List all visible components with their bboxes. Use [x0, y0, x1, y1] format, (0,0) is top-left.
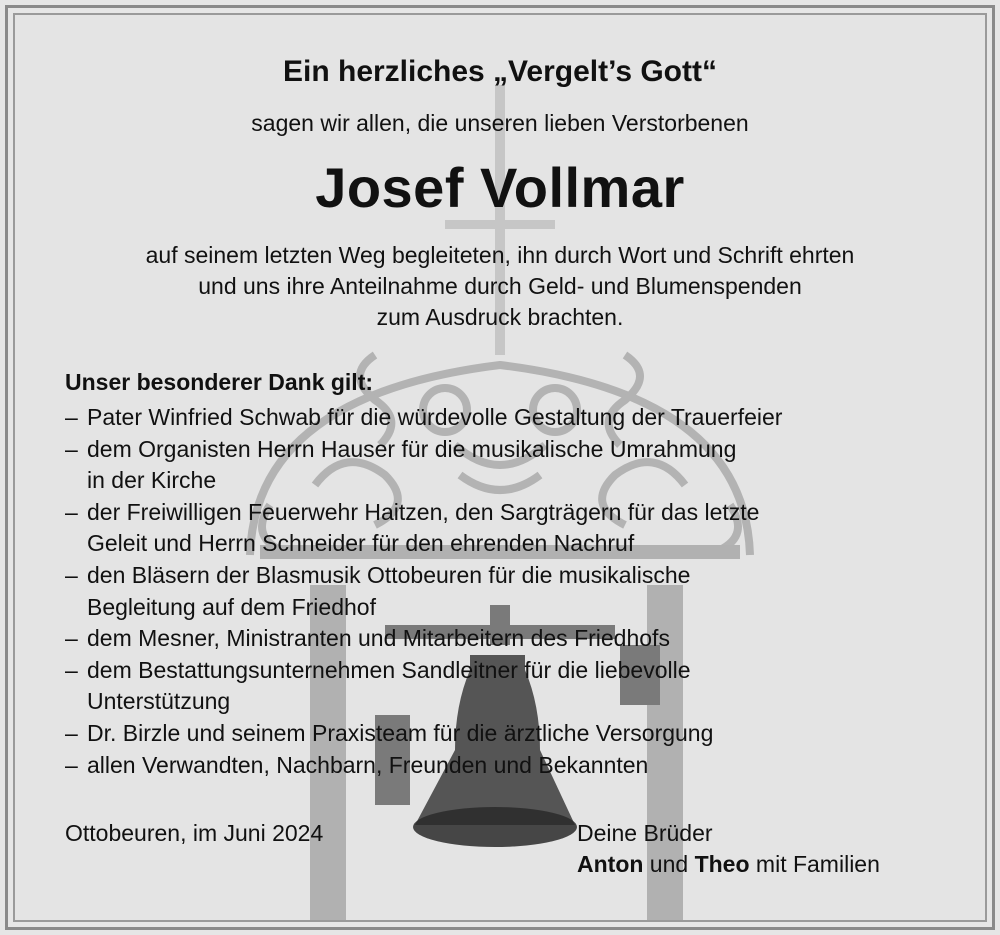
- list-dash: –: [65, 625, 78, 652]
- signer-name: Anton: [577, 851, 644, 877]
- thanks-title: Unser besonderer Dank gilt:: [65, 369, 374, 395]
- list-item-text: in der Kirche: [87, 467, 217, 494]
- list-dash: –: [65, 656, 78, 683]
- list-item-text: allen Verwandten, Nachbarn, Freunden und Bekannten: [87, 751, 649, 778]
- list-item: [65, 497, 782, 560]
- list-item-text: den Bläsern der Blasmusik Ottobeuren für die musikalische: [87, 561, 691, 588]
- list-item: [65, 655, 782, 718]
- list-dash: –: [65, 435, 78, 462]
- list-dash: –: [65, 561, 78, 588]
- list-item-text: Pater Winfried Schwab für die würdevolle Gestaltung der Trauerfeier: [87, 404, 783, 430]
- list-item: [65, 623, 782, 655]
- list-item-text: Geleit und Herrn Schneider für den ehrenden Nachruf: [87, 530, 635, 557]
- list-item-text: dem Mesner, Ministranten und Mitarbeitern des Friedhofs: [87, 625, 670, 652]
- list-item-text: Dr. Birzle und seinem Praxisteam für die ärztliche Versorgung: [87, 719, 714, 746]
- headline: Ein herzliches „Vergelt’s Gott“: [282, 55, 717, 88]
- deceased-name: Josef Vollmar: [315, 156, 685, 219]
- list-dash: –: [65, 719, 78, 746]
- list-item: [65, 402, 782, 434]
- list-item-text: dem Organisten Herrn Hauser für die musikalische Umrahmung: [87, 435, 737, 462]
- subline: sagen wir allen, die unseren lieben Verstorbenen: [251, 110, 749, 136]
- intro-line: und uns ihre Anteilnahme durch Geld- und Blumenspenden: [198, 273, 802, 299]
- signature-names: [577, 851, 880, 878]
- list-item: [65, 434, 782, 497]
- signature-line: Deine Brüder: [577, 820, 713, 846]
- list-dash: –: [65, 498, 78, 525]
- list-item: [65, 560, 782, 623]
- list-item: [65, 718, 782, 750]
- intro-text: [0, 240, 1000, 333]
- place-date: Ottobeuren, im Juni 2024: [65, 820, 324, 846]
- intro-line: zum Ausdruck brachten.: [376, 304, 624, 330]
- list-item-text: Begleitung auf dem Friedhof: [87, 593, 376, 620]
- intro-line: auf seinem letzten Weg begleiteten, ihn durch Wort und Schrift ehrten: [145, 242, 855, 268]
- list-item-text: Unterstützung: [87, 688, 231, 715]
- list-dash: –: [65, 751, 78, 778]
- list-item: [65, 750, 782, 782]
- list-dash: –: [65, 404, 78, 430]
- list-item-text: der Freiwilligen Feuerwehr Haitzen, den Sargträgern für das letzte: [87, 498, 760, 525]
- list-item-text: dem Bestattungsunternehmen Sandleitner für die liebevolle: [87, 656, 691, 683]
- signer-name: Theo: [694, 851, 750, 877]
- signature-suffix: mit Familien: [749, 851, 880, 877]
- signature-and: und: [643, 851, 695, 877]
- thanks-list: [65, 402, 782, 781]
